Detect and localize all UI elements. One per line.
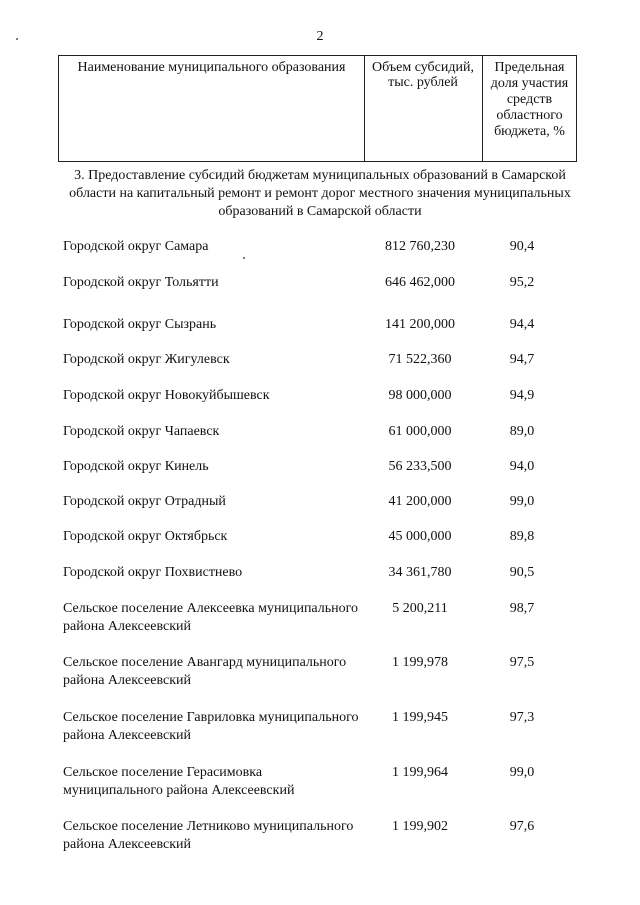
row-share: 99,0 xyxy=(509,494,535,509)
row-share: 99,0 xyxy=(509,765,535,780)
row-amount: 45 000,000 xyxy=(388,529,452,544)
row-share: 94,7 xyxy=(509,352,535,367)
row-amount: 1 199,964 xyxy=(392,765,448,780)
row-name: Городской округ Новокуйбышевск xyxy=(63,388,270,403)
row-name: Городской округ Сызрань xyxy=(63,317,217,332)
row-name: Городской округ Жигулевск xyxy=(63,352,230,367)
row-share: 97,3 xyxy=(509,710,535,725)
row-name: Сельское поселение Летниково муниципального района Алексеевский xyxy=(63,819,354,852)
scan-speck xyxy=(243,257,245,259)
row-amount: 812 760,230 xyxy=(385,239,455,254)
header-amount-column: Объем субсидий, тыс. рублей xyxy=(364,56,483,161)
row-share: 94,9 xyxy=(509,388,535,403)
row-share: 89,8 xyxy=(509,529,535,544)
row-share: 98,7 xyxy=(509,601,535,616)
row-name: Сельское поселение Авангард муниципального района Алексеевский xyxy=(63,655,347,688)
row-amount: 5 200,211 xyxy=(392,601,448,616)
row-amount: 71 522,360 xyxy=(388,352,452,367)
row-name: Городской округ Октябрьск xyxy=(63,529,228,544)
row-amount: 34 361,780 xyxy=(388,565,452,580)
row-name: Сельское поселение Гавриловка муниципального района Алексеевский xyxy=(63,710,359,743)
row-amount: 1 199,945 xyxy=(392,710,448,725)
row-share: 97,5 xyxy=(509,655,535,670)
row-name: Городской округ Отрадный xyxy=(63,494,226,509)
row-amount: 1 199,978 xyxy=(392,655,448,670)
row-share: 97,6 xyxy=(509,819,535,834)
row-amount: 646 462,000 xyxy=(385,275,455,290)
row-share: 94,0 xyxy=(509,459,535,474)
row-share: 89,0 xyxy=(509,424,535,439)
row-amount: 1 199,902 xyxy=(392,819,448,834)
row-share: 95,2 xyxy=(509,275,535,290)
row-name: Городской округ Тольятти xyxy=(63,275,219,290)
header-share-column: Предельная доля участия средств областного бюджета, % xyxy=(490,60,569,139)
row-share: 90,4 xyxy=(509,239,535,254)
scan-speck xyxy=(16,38,18,40)
row-name: Сельское поселение Алексеевка муниципального района Алексеевский xyxy=(63,601,359,634)
row-share: 94,4 xyxy=(509,317,535,332)
row-amount: 141 200,000 xyxy=(385,317,455,332)
section-title: 3. Предоставление субсидий бюджетам муниципальных образований в Самарской области на капитальный ремонт и ремонт дорог местного значения муниципальных образований в Самарской области xyxy=(69,168,571,219)
row-amount: 61 000,000 xyxy=(388,424,452,439)
row-name: Городской округ Похвистнево xyxy=(63,565,243,580)
header-name-column: Наименование муниципального образования xyxy=(59,56,365,161)
row-amount: 98 000,000 xyxy=(388,388,452,403)
row-name: Городской округ Самара xyxy=(63,239,209,254)
row-share: 90,5 xyxy=(509,565,535,580)
row-amount: 41 200,000 xyxy=(388,494,452,509)
row-name: Городской округ Кинель xyxy=(63,459,209,474)
row-name: Сельское поселение Герасимовка муниципального района Алексеевский xyxy=(63,765,295,798)
row-name: Городской округ Чапаевск xyxy=(63,424,220,439)
row-amount: 56 233,500 xyxy=(388,459,452,474)
page-number: 2 xyxy=(316,29,324,44)
